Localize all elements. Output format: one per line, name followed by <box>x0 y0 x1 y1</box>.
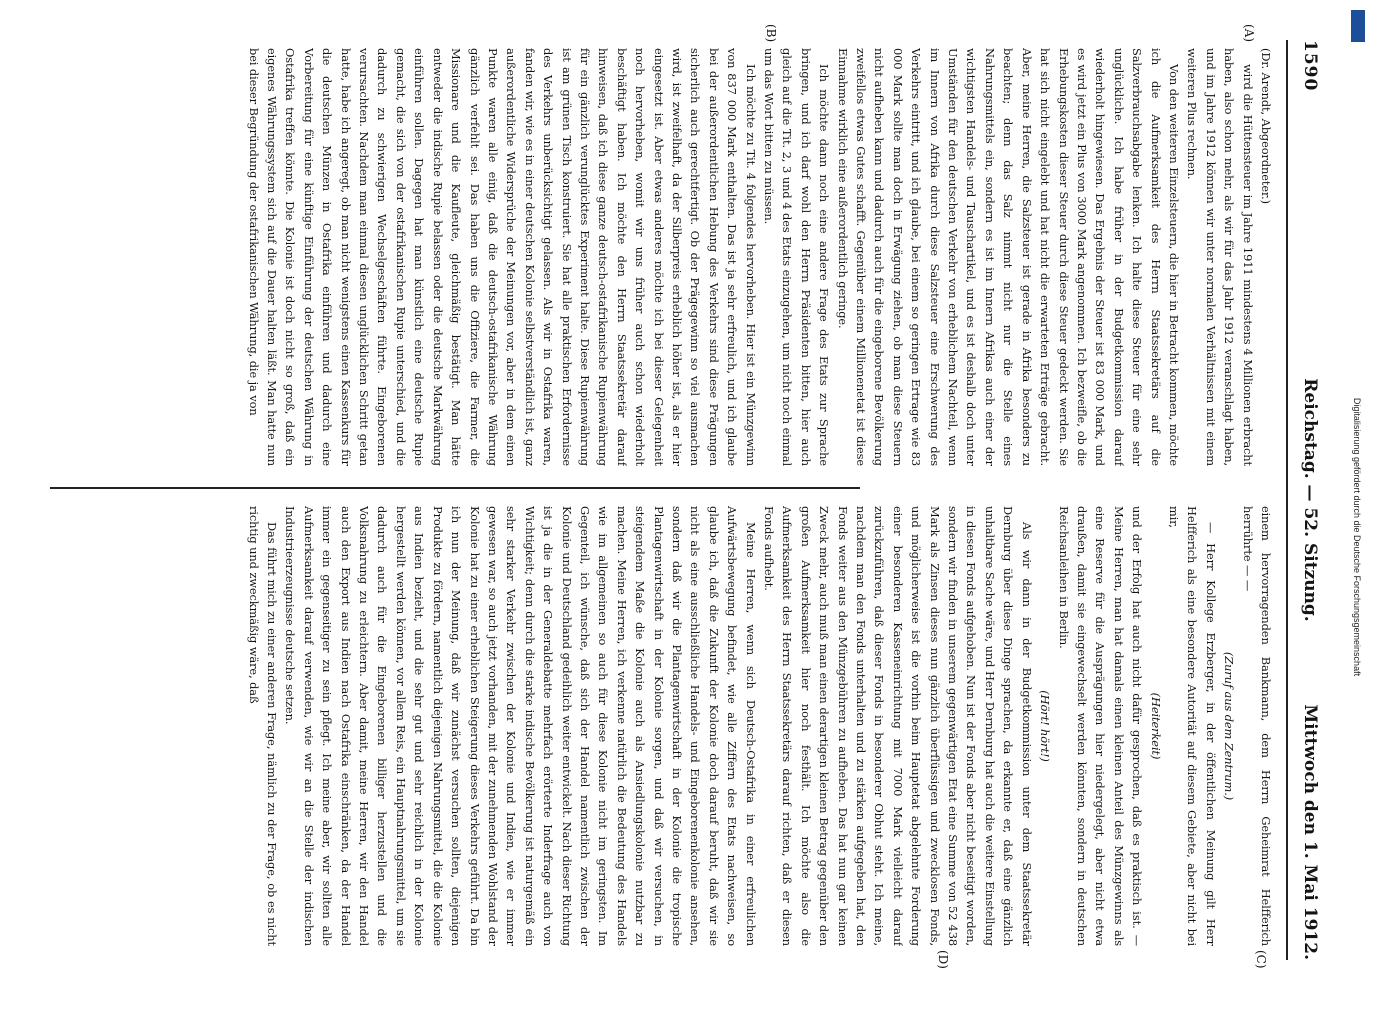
dfg-logo <box>1351 10 1365 42</box>
paragraph: Ich möchte zu Tit. 4 folgendes hervorheben. Hier ist ein Münzgewinn von 837 000 Mark enthalten. Das ist ja sehr erfreulich, und ich glaube bei der außerordentlichen Hebung des Verkehrs sind diese Prägungen sicherlich auch gerechtfertigt. Ob der Prägegewinn so viel ausmachen wird, ist zweifelhaft, da der Silberpreis erheblich höher ist, als er hier eingesetzt ist. Aber etwas anderes möchte ich bei dieser Gelegenheit noch hervorheben, womit wir uns früher auch schon wiederholt beschäftigt haben. Ich möchte den Herrn Staatssekretär darauf hinweisen, daß ich diese ganze deutsch-ostafrikanische Rupienwährung für ein gänzlich verunglücktes Experiment halte. Diese Rupienwährung ist am grünen Tisch konstruiert. Sie hat alle praktischen Erfordernisse des Verkehrs unberücksichtigt gelassen. Als wir in Ostafrika waren, fanden wir, wie es in einer deutschen Kolonie selbstverständlich ist, ganz außerordentliche Widersprüche der Meinungen vor, aber in dem einen Punkte waren alle einig, daß die deutsch-ostafrikanische Währung gänzlich verfehlt sei. Das haben uns die Offiziere, die Farmer, die Missionare und die Kaufleute, gleichmäßig bestätigt. Man hätte entweder die indische Rupie belassen oder die deutsche Markwährung einführen sollen. Dagegen hat man künstlich eine deutsche Rupie gemacht, die sich von der ostafrikanischen Rupie unterschied, und die dadurch zu schwierigen Wechselgeschäften führte. Eingeborenen verursachten. Nachdem man einmal diesen unglücklichen Schritt getan hatte, habe ich angeregt, ob man nicht wenigstens einen Kassenkurs für die deutschen Münzen in Ostafrika einführen und dadurch eine Vorbereitung für eine künftige Einführung der deutschen Währung in Ostafrika treffen könnte. Die Kolonie ist doch nicht so groß, daß ein eigenes Währungssystem sich auf die Dauer halten läßt. Man hatte nun bei dieser Begründung der ostafrikanischen Währung, die ja von <box>246 48 758 466</box>
margin-marker-d: (D) <box>936 950 950 969</box>
paragraph: Ich möchte dann noch eine andere Frage des Etats zur Sprache bringen, und ich darf wohl den Herrn Präsidenten bitten, hier auch gleich auf die Tit. 2, 3 und 4 des Etats einzugehen, um nicht noch einmal um das Wort bitten zu müssen. <box>762 48 832 466</box>
paragraph: Meine Herren, wenn sich Deutsch-Ostafrika in einer erfreulichen Aufwärtsbewegung befindet, wie alle Ziffern des Etats nachweisen, so glaube ich, daß die Zukunft der Kolonie doch darauf beruht, daß wir sie nicht als eine ausschließliche Handels- und Eingeborenenkolonie ansehen, sondern daß wir die Plantagenwirtschaft in der Kolonie die tropische Plantagenwirtschaft in der Kolonie sorgen, und daß wir versuchen, in steigendem Maße die Kolonie auch als Ansiedlungskolonie nutzbar zu machen. Meine Herren, ich verkenne natürlich die Bedeutung des Handels wie im allgemeinen so auch für diese Kolonie nicht im geringsten. Im Gegenteil, ich wünsche, daß sich der Handel namentlich zwischen der Kolonie und Deutschland gedeihlich weiter entwickelt. Nach dieser Richtung ist ja die in der Generaldebatte mehrfach erörterte Inderfrage auch von Wichtigkeit; denn durch die starke indische Bevölkerung ist naturgemäß ein sehr starker Verkehr zwischen der Kolonie und Indien, wie er immer gewesen war, so auch jetzt vorhanden, mit der zunehmenden Wohlstand der Kolonie hat zu einer erheblichen Steigerung dieses Verkehrs geführt. Da bin ich nun der Meinung, daß wir zunächst versuchen sollten, diejenigen Produkte zu fördern, namentlich diejenigen Nahrungsmittel, die die Kolonie aus Indien bezieht, und die sehr gut und sehr reichlich in der Kolonie hergestellt werden können, vor allem Reis, ein Hauptnahrungsmittel, um sie dadurch auch für die Eingeborenen billiger herzustellen und die Volksnahrung zu erleichtern. Aber damit, meine Herren, wir den Handel auch den Export aus Indien nach Ostafrika einschränken, da der Handel immer ein gegenseitiger zu sein pflegt. Ich meine aber, wir sollten alle Aufmerksamkeit darauf verwenden, wie wir an die Stelle der indischen Industrieerzeugnisse deutsche setzen. <box>283 506 758 946</box>
paragraph: Als wir dann in der Budgetkommission unter dem Staatssekretär Dernburg über diese Dinge sprachen, da erkannte er, daß eine gänzlich unhaltbare Sache wäre, und Herr Dernburg hat auch die weitere Einstellung in diesen Fonds aufgehoben. Nun ist der Fonds aber nicht beseitigt worden, sondern wir finden in unserem gegenwärtigen Etat eine Summe von 52 438 Mark als Zinsen dieses nun gänzlich überflüssigen und zwecklosen Fonds, und möglicherweise ist die vorhin beim Hauptetat abgelehnte Forderung einer besonderen Kasseneinrichtung mit 7000 Mark vielleicht darauf zurückzuführen, daß dieser Fonds in besonderer Obhut steht. Ich meine, nachdem man den Fonds unterhalten und zu stärken aufgegeben hat, den Fonds weiter aus den Münzgebühren zu aufheben. Das hat nun gar keinen Zweck mehr, auch muß man einen derartigen kleinen Betrag gegenüber den großen Aufmerksamkeit hier noch festhält. Ich möchte also die Aufmerksamkeit des Herrn Staatssekretärs darauf richten, daß er diesen Fonds aufhebt. <box>762 506 1034 946</box>
page-number: 1590 <box>1300 40 1320 92</box>
session-title: Reichstag. — 52. Sitzung. <box>1300 378 1320 622</box>
paragraph: — Herr Kollege Erzberger, in der öffentlichen Meinung gilt Herr Helfferich als eine besondere Autorität auf diesem Gebiete, aber nicht bei mir, <box>1166 506 1218 946</box>
margin-marker-a: (A) <box>1242 24 1256 43</box>
paragraph: wird die Hüttensteuer im Jahre 1911 mindestens 4 Millionen erbracht haben, also schon mehr, als wir für das Jahr 1912 veranschlagt haben, und im Jahre 1912 können wir unter normalen Verhältnissen mit einem weiteren Plus rechnen. <box>1185 48 1255 466</box>
interjection: (Zuruf aus dem Zentrum.) <box>1222 651 1237 801</box>
header-rule <box>1286 40 1288 960</box>
session-date: Mittwoch den 1. Mai 1912. <box>1300 704 1320 960</box>
paragraph: Das führt mich zu einer anderen Frage, nämlich zu der Frage, ob es nicht richtig und zweckmäßig wäre, daß <box>246 506 280 946</box>
column-divider <box>50 487 860 489</box>
speaker-line: (Dr. Arendt, Abgeordneter.) <box>1259 48 1273 204</box>
interjection: (Heiterkeit) <box>1148 692 1163 760</box>
margin-marker-b: (B) <box>764 24 778 43</box>
interjection: (Hört! hört!) <box>1038 690 1053 762</box>
digitization-credit: Digitalisierung gefördert durch die Deutsche Forschungsgemeinschaft <box>1352 397 1362 677</box>
margin-marker-c: (C) <box>1254 950 1268 969</box>
document-page <box>30 20 1330 980</box>
left-column <box>50 48 1275 466</box>
right-column <box>50 506 1275 946</box>
digitization-sidebar <box>1345 10 1375 990</box>
paragraph: und der Erfolg hat auch nicht dafür gesprochen, daß es praktisch ist. — Meine Herren, man hat damals einen kleinen Anteil des Münzgewinns als eine Reserve für die Ausprägungen hier niedergelegt, aber nicht etwa draußen, damit sie eingewechselt werden könnten, sondern in deutschen Reichsanleihen in Berlin. <box>1056 506 1145 946</box>
paragraph: einem hervorragenden Bankmann, dem Herrn Geheimrat Helfferich herrührte — — <box>1240 506 1273 946</box>
paragraph: Von den weiteren Einzelsteuern, die hier in Betracht kommen, möchte ich die Aufmerksamkeit des Herrn Staatssekretärs auf die Salzverbrauchsabgabe lenken. Ich halte diese Steuer für eine sehr unglückliche. Ich habe früher in der Budgetkommission darauf wiederholt hingewiesen. Das Ergebnis der Steuer ist 83 000 Mark, und es wird jetzt ein Plus von 3000 Mark angenommen. Ich bezweifle, ob die Erhebungskosten dieser Steuer durch diese Steuer gedeckt werden. Sie hat sich nicht eingelebt und hat nicht die erwarteten Erträge gebracht. Aber, meine Herren, die Salzsteuer ist gerade in Afrika besonders zu beachten; denn das Salz nimmt nicht nur die Stelle eines Nahrungsmittels ein, sondern es ist im Innern Afrikas auch einer der wichtigsten Handels- und Tauschartikel, und es ist deshalb doch unter Umständen für den deutschen Verkehr von erheblichem Nachteil, wenn im Innern von Afrika durch diese Salzsteuer eine Erschwerung des Verkehrs eintritt, und ich glaube, bei einem so geringen Ertrage wie 83 000 Mark sollte man doch in Erwägung ziehen, ob man diese Steuern nicht aufheben kann und dadurch auch für die eingeborene Bevölkerung zweifellos etwas Gutes schafft. Gegenüber einem Millionenetat ist diese Einnahme wirklich eine außerordentlich geringe. <box>835 48 1181 466</box>
